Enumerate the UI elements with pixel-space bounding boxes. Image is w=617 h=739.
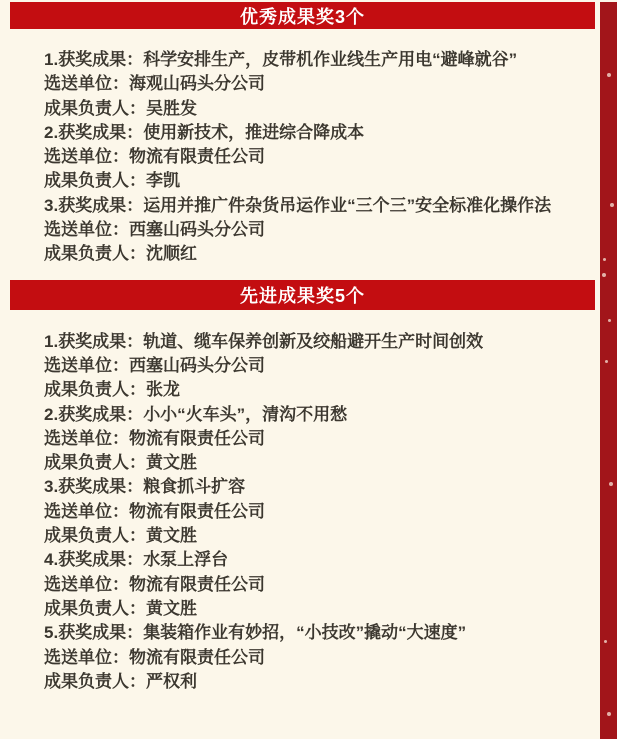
- unit-line: [44, 646, 607, 670]
- decor-dot: [604, 640, 607, 643]
- leader-label: 成果负责人：: [44, 598, 146, 618]
- entry-number: 1.: [44, 50, 59, 69]
- achievement-label: 获奖成果：: [58, 331, 144, 351]
- unit-line: [44, 72, 607, 96]
- leader-value: 吴胜发: [146, 98, 197, 118]
- unit-line: [44, 500, 607, 524]
- decor-dot: [608, 319, 611, 322]
- achievement-label: 获奖成果：: [58, 195, 144, 215]
- unit-label: 选送单位：: [44, 501, 129, 521]
- award-list-advanced: [44, 330, 607, 694]
- leader-label: 成果负责人：: [44, 526, 146, 546]
- leader-value: 沈顺红: [146, 244, 197, 264]
- achievement-label: 获奖成果：: [58, 404, 144, 424]
- announcement-page: [0, 2, 617, 739]
- achievement-line: [44, 403, 607, 427]
- achievement-value: 运用并推广件杂货吊运作业“三个三”安全标准化操作法: [143, 195, 552, 215]
- achievement-value: 科学安排生产，皮带机作业线生产用电“避峰就谷”: [143, 50, 518, 69]
- leader-line: [44, 524, 607, 548]
- leader-value: 张龙: [146, 380, 180, 400]
- entry-number: 1.: [44, 331, 59, 351]
- unit-label: 选送单位：: [44, 647, 129, 667]
- achievement-value: 粮食抓斗扩容: [143, 477, 246, 497]
- unit-line: [44, 145, 607, 169]
- achievement-line: [44, 621, 607, 645]
- unit-label: 选送单位：: [44, 220, 129, 240]
- unit-value: 物流有限责任公司: [129, 647, 265, 667]
- achievement-line: [44, 548, 607, 572]
- entry-number: 3.: [44, 195, 59, 215]
- leader-line: [44, 670, 607, 694]
- award-section-advanced: [0, 280, 617, 694]
- achievement-label: 获奖成果：: [58, 50, 144, 69]
- entry-number: 2.: [44, 404, 59, 424]
- achievement-label: 获奖成果：: [58, 477, 144, 497]
- leader-value: 严权利: [146, 671, 197, 691]
- decor-dot: [602, 273, 606, 277]
- decor-dot: [609, 482, 613, 486]
- achievement-value: 集装箱作业有妙招，“小技改”撬动“大速度”: [143, 623, 467, 643]
- section-title: 优秀成果奖3个: [239, 6, 365, 27]
- leader-value: 李凯: [146, 171, 180, 191]
- leader-value: 黄文胜: [146, 526, 197, 546]
- leader-line: [44, 378, 607, 402]
- decor-dot: [610, 203, 614, 207]
- section-banner-excellent: [10, 2, 595, 29]
- achievement-line: [44, 330, 607, 354]
- unit-line: [44, 427, 607, 451]
- leader-line: [44, 597, 607, 621]
- achievement-value: 水泵上浮台: [143, 550, 229, 570]
- unit-line: [44, 354, 607, 378]
- unit-value: 物流有限责任公司: [129, 428, 265, 448]
- decor-dot: [603, 258, 606, 261]
- decor-dot: [607, 712, 611, 716]
- leader-value: 黄文胜: [146, 598, 197, 618]
- leader-label: 成果负责人：: [44, 171, 146, 191]
- leader-line: [44, 451, 607, 475]
- achievement-line: [44, 475, 607, 499]
- unit-label: 选送单位：: [44, 74, 129, 94]
- unit-value: 西塞山码头分公司: [129, 355, 265, 375]
- achievement-label: 获奖成果：: [58, 623, 144, 643]
- unit-label: 选送单位：: [44, 147, 129, 167]
- leader-label: 成果负责人：: [44, 244, 146, 264]
- decor-dot: [607, 73, 611, 77]
- award-list-excellent: [44, 48, 607, 267]
- unit-label: 选送单位：: [44, 428, 129, 448]
- entry-number: 5.: [44, 623, 59, 643]
- entry-number: 2.: [44, 122, 59, 142]
- leader-label: 成果负责人：: [44, 98, 146, 118]
- section-title: 先进成果奖5个: [239, 285, 365, 306]
- achievement-line: [44, 194, 607, 218]
- unit-value: 西塞山码头分公司: [129, 220, 265, 240]
- achievement-line: [44, 48, 607, 72]
- leader-line: [44, 169, 607, 193]
- achievement-label: 获奖成果：: [58, 550, 144, 570]
- decor-dot: [605, 360, 608, 363]
- unit-value: 物流有限责任公司: [129, 501, 265, 521]
- leader-value: 黄文胜: [146, 453, 197, 473]
- unit-label: 选送单位：: [44, 355, 129, 375]
- unit-line: [44, 573, 607, 597]
- leader-line: [44, 97, 607, 121]
- achievement-value: 小小“火车头”，清沟不用愁: [143, 404, 348, 424]
- entry-number: 4.: [44, 550, 59, 570]
- right-decor-stripe: [600, 2, 617, 739]
- achievement-value: 使用新技术，推进综合降成本: [143, 122, 365, 142]
- unit-value: 海观山码头分公司: [129, 74, 265, 94]
- unit-value: 物流有限责任公司: [129, 147, 265, 167]
- award-section-excellent: [0, 2, 617, 267]
- unit-line: [44, 218, 607, 242]
- section-banner-advanced: [10, 280, 595, 310]
- unit-value: 物流有限责任公司: [129, 574, 265, 594]
- leader-line: [44, 242, 607, 266]
- unit-label: 选送单位：: [44, 574, 129, 594]
- achievement-label: 获奖成果：: [58, 122, 144, 142]
- leader-label: 成果负责人：: [44, 671, 146, 691]
- achievement-value: 轨道、缆车保养创新及绞船避开生产时间创效: [143, 331, 484, 351]
- entry-number: 3.: [44, 477, 59, 497]
- achievement-line: [44, 121, 607, 145]
- leader-label: 成果负责人：: [44, 380, 146, 400]
- leader-label: 成果负责人：: [44, 453, 146, 473]
